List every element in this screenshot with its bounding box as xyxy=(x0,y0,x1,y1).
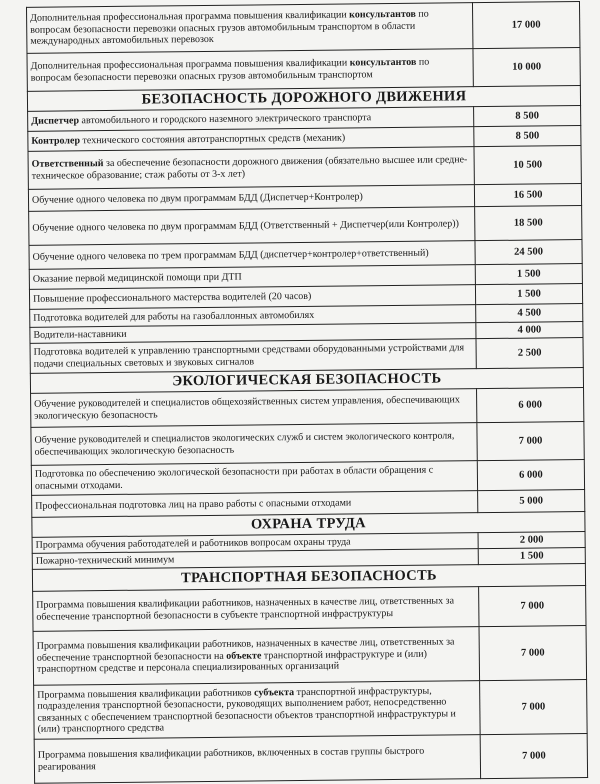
course-description xyxy=(33,587,479,632)
course-text: Дополнительная профессиональная программа повышения квалификации xyxy=(30,57,350,72)
section-title: ОХРАНА ТРУДА xyxy=(32,512,585,538)
course-text: Подготовка водителей для работы на газобаллонных автомобилях xyxy=(33,309,315,324)
section-title: ТРАНСПОРТНАЯ БЕЗОПАСНОСТЬ xyxy=(32,564,585,592)
course-price: 7 000 xyxy=(479,626,587,681)
table-row xyxy=(29,206,582,246)
course-text: Программа обучения работодателей и работников вопросам охраны труда xyxy=(35,536,351,551)
course-text: Оказание первой медицинской помощи при ДТП xyxy=(32,271,242,285)
course-text: Обучение одного человека по двум программам БДД (Диспетчер+Контролер) xyxy=(31,191,363,206)
course-text: транспортной инфраструктуры, подразделения транспортной безопасности, руководящих выполнением работ, непосредственно связанных с обеспечением транспортной безопасности объектов транспортной инфраструктуры и (или) транспортного средства xyxy=(37,685,456,735)
course-price: 16 500 xyxy=(474,184,581,207)
course-text: Обучение руководителей и специалистов общехозяйственных систем управления, обеспечивающих экологическую безопасность xyxy=(34,394,460,422)
course-price: 24 500 xyxy=(475,240,582,265)
course-keyword: консультантов xyxy=(349,56,417,69)
course-price: 1 500 xyxy=(478,548,585,565)
course-description xyxy=(28,147,474,190)
course-text: транспортной инфраструктуре и (или) транспортном средстве и персонала специализированных организаций xyxy=(36,648,427,676)
course-description xyxy=(34,735,480,784)
table-row xyxy=(34,680,588,740)
course-keyword: субъекта xyxy=(254,686,295,698)
table-row xyxy=(28,146,581,190)
course-price: 2 500 xyxy=(476,338,583,369)
course-description xyxy=(30,339,476,374)
course-text: Подготовка по обеспечению экологической безопасности при работах в области обращения с опасными отходами. xyxy=(34,464,434,492)
course-price: 2 000 xyxy=(478,532,585,549)
section-title: ЭКОЛОГИЧЕСКАЯ БЕЗОПАСНОСТЬ xyxy=(30,368,583,394)
course-text: Профессиональная подготовка лиц на право работы с опасными отходами xyxy=(35,497,352,512)
course-price: 7 000 xyxy=(480,680,588,735)
course-price: 18 500 xyxy=(475,206,582,241)
course-text: Обучение руководителей и специалистов экологических служб и систем экологического контроля, обеспечивающих экологическую безопасность xyxy=(34,430,455,458)
course-price: 7 000 xyxy=(477,422,584,461)
course-description xyxy=(27,49,473,92)
course-text: Повышение профессионального мастерства водителей (20 часов) xyxy=(32,290,312,305)
course-price: 8 500 xyxy=(474,126,581,147)
course-text: по вопросам безопасности перевозки опасных грузов автомобильным транспортом в области международных автомобильных перевозок xyxy=(30,8,429,48)
course-price: 17 000 xyxy=(472,2,579,49)
course-price: 7 000 xyxy=(479,586,586,627)
course-text: по вопросам безопасности перевозки опасных грузов автомобильным транспортом xyxy=(30,56,430,84)
course-text: за обеспечение безопасности дорожного движения (обязательно высшее или средне-техническое образование; стаж работы от 3-х лет) xyxy=(31,154,468,182)
course-text: Обучение одного человека по двум программам БДД (Ответственный + Диспетчер(или Контролер)) xyxy=(32,218,459,234)
course-text: Программа повышения квалификации работников, назначенных в качестве лиц, ответственных за обеспечение транспортной безопасности на xyxy=(36,636,455,664)
course-description xyxy=(29,207,475,246)
course-price: 4 000 xyxy=(476,322,583,339)
price-table xyxy=(26,1,588,784)
table-row xyxy=(27,48,580,92)
course-price: 8 500 xyxy=(474,106,581,127)
course-keyword: консультантов xyxy=(349,9,416,21)
course-keyword: Контролер xyxy=(31,135,81,147)
course-description xyxy=(31,389,477,428)
course-price: 7 000 xyxy=(480,734,587,779)
price-table-body xyxy=(26,2,587,784)
course-price: 1 500 xyxy=(475,284,582,305)
course-price: 5 000 xyxy=(478,490,585,513)
course-price: 1 500 xyxy=(475,264,582,285)
table-row xyxy=(31,422,584,466)
course-text: автомобильного и городского наземного электрического транспорта xyxy=(78,111,372,127)
course-text: Дополнительная профессиональная программа повышения квалификации xyxy=(30,9,350,25)
course-description xyxy=(34,681,481,740)
section-title: БЕЗОПАСНОСТЬ ДОРОЖНОГО ДВИЖЕНИЯ xyxy=(27,86,580,112)
course-price: 4 500 xyxy=(476,304,583,323)
course-price: 6 000 xyxy=(477,460,584,491)
course-description xyxy=(26,3,472,54)
course-keyword: объекте xyxy=(226,650,262,662)
course-description xyxy=(33,627,480,686)
table-row xyxy=(33,586,586,632)
course-text: Программа повышения квалификации работников xyxy=(37,686,255,701)
course-price: 10 000 xyxy=(473,48,580,87)
course-text: Пожарно-технический минимум xyxy=(35,554,175,567)
table-row xyxy=(31,388,584,428)
course-text: Водители-наставники xyxy=(33,328,127,341)
course-description xyxy=(31,423,477,466)
course-keyword: Диспетчер xyxy=(31,115,80,127)
table-row xyxy=(26,2,579,54)
course-text: Программа повышения квалификации работников, включенных в состав группы быстрого реагирования xyxy=(37,745,425,773)
course-text: технического состояния автотранспортных средств (механик) xyxy=(79,132,346,147)
course-keyword: Ответственный xyxy=(31,158,104,170)
course-description xyxy=(31,461,477,496)
course-text: Подготовка водителей к управлению транспортными средствами оборудованными устройствами для подачи специальных световых и звуковых сигналов xyxy=(33,342,465,370)
course-text: Обучение одного человека по трем программам БДД (диспетчер+контролер+ответственный) xyxy=(32,247,429,263)
course-text: Программа повышения квалификации работников, назначенных в качестве лиц, ответственных за обеспечение транспортной безопасности в субъекте транспортной инфраструктуры xyxy=(36,595,455,623)
course-price: 6 000 xyxy=(477,388,584,423)
table-row xyxy=(33,626,587,686)
course-price: 10 500 xyxy=(474,146,581,185)
